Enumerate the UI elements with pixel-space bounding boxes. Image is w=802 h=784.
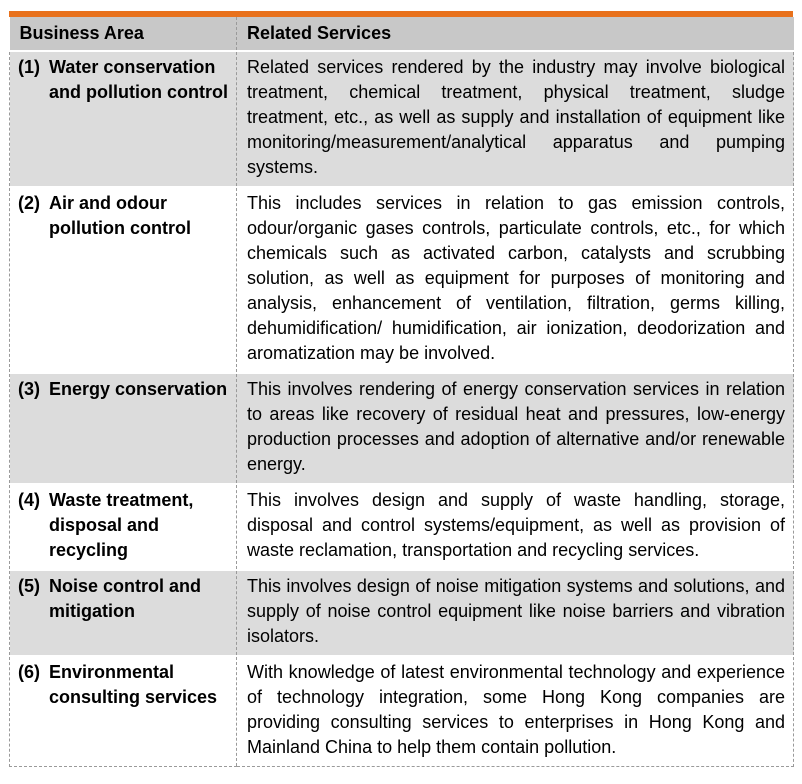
business-area-name: Waste treatment, disposal and recycling: [49, 490, 194, 560]
header-related-services: Related Services: [237, 17, 794, 51]
business-area-cell: [10, 373, 237, 484]
table-row: [10, 570, 794, 656]
related-services-text: This involves rendering of energy conservation services in relation to areas like recovery of residual heat and pressures, low-energy production processes and adoption of alternative and/or renewable energy.: [247, 379, 785, 474]
business-area-name: Energy conservation: [49, 379, 228, 399]
row-number: (1): [18, 57, 40, 77]
related-services-text: Related services rendered by the industry may involve biological treatment, chemical treatment, physical treatment, sludge treatment, etc., as well as supply and installation of equipment like monitoring/measurement/analytical apparatus and pumping systems.: [247, 57, 785, 177]
business-services-table: [9, 17, 794, 767]
business-area-cell: [10, 656, 237, 767]
related-services-cell: [237, 570, 794, 656]
header-business-area: Business Area: [19, 23, 144, 43]
business-area-cell: [10, 484, 237, 570]
business-area-name: Water conservation and pollution control: [49, 57, 228, 102]
table-header-row: [10, 17, 794, 51]
business-area-name: Noise control and mitigation: [49, 576, 202, 621]
table-row: [10, 187, 794, 373]
business-area-cell: [10, 570, 237, 656]
row-number: (5): [18, 576, 40, 596]
row-number: (6): [18, 662, 40, 682]
table-row: [10, 484, 794, 570]
related-services-cell: [237, 656, 794, 767]
row-number: (3): [18, 379, 40, 399]
table-row: [10, 373, 794, 484]
business-area-name: Air and odour pollution control: [49, 193, 191, 238]
business-area-cell: [10, 51, 237, 187]
business-area-name: Environmental consulting services: [49, 662, 218, 707]
row-number: (4): [18, 490, 40, 510]
related-services-cell: [237, 373, 794, 484]
row-number: (2): [18, 193, 40, 213]
related-services-cell: [237, 51, 794, 187]
related-services-cell: [237, 187, 794, 373]
related-services-text: With knowledge of latest environmental technology and experience of technology integration, some Hong Kong companies are providing consulting services to enterprises in Hong Kong and Mainland China to help them contain pollution.: [247, 662, 785, 757]
table-row: [10, 656, 794, 767]
related-services-cell: [237, 484, 794, 570]
table-row: [10, 51, 794, 187]
related-services-text: This involves design of noise mitigation systems and solutions, and supply of noise control equipment like noise barriers and vibration isolators.: [247, 576, 785, 646]
related-services-text: This involves design and supply of waste handling, storage, disposal and control systems/equipment, as well as provision of waste reclamation, transportation and recycling services.: [247, 490, 785, 560]
related-services-text: This includes services in relation to gas emission controls, odour/organic gases controls, particulate controls, etc., for which chemicals such as activated carbon, catalysts and scrubbing solution, as well as equipment for purposes of monitoring and analysis, enhancement of ventilation, filtration, germs killing, dehumidification/ humidification, air ionization, deodorization and aromatization may be involved.: [247, 193, 785, 363]
business-area-cell: [10, 187, 237, 373]
